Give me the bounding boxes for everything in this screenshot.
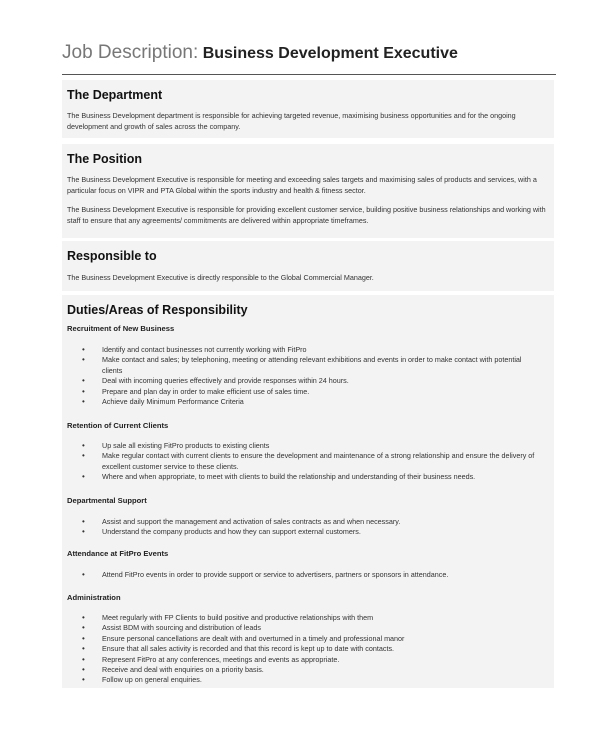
position-heading: The Position: [67, 152, 142, 166]
department-text: The Business Development department is responsible for achieving targeted revenue, maximising business opportunities and for the ongoing development and growth of sales across the company.: [67, 111, 516, 131]
list-item: • Follow up on general enquiries.: [82, 675, 542, 685]
responsible-heading: Responsible to: [67, 249, 157, 263]
list-item: • Make contact and sales; by telephoning, meeting or attending relevant exhibitions and events in order to make contact with potential clients: [82, 355, 542, 376]
title-lead: Job Description:: [62, 42, 199, 63]
bullet-list: [82, 345, 542, 407]
list-item: • Assist BDM with sourcing and distribution of leads: [82, 623, 542, 633]
group-title: Recruitment of New Business: [67, 324, 175, 333]
section-position: [62, 144, 554, 238]
list-item: • Understand the company products and how they can support external customers.: [82, 527, 542, 537]
department-heading: The Department: [67, 88, 163, 102]
list-item: • Ensure personal cancellations are dealt with and overturned in a timely and professional manor: [82, 634, 542, 644]
list-item: • Attend FitPro events in order to provide support or service to advertisers, partners or sponsors in attendance.: [82, 570, 542, 580]
page-title: [62, 42, 556, 75]
bullet-list: [82, 570, 542, 580]
duties-heading: Duties/Areas of Responsibility: [67, 303, 248, 317]
list-item: • Represent FitPro at any conferences, meetings and events as appropriate.: [82, 655, 542, 665]
bullet-list: [82, 613, 542, 686]
responsible-text: The Business Development Executive is directly responsible to the Global Commercial Manager.: [67, 273, 374, 282]
list-item: • Assist and support the management and activation of sales contracts as and when necessary.: [82, 517, 542, 527]
title-main: Business Development Executive: [202, 45, 458, 62]
section-responsible: [62, 241, 554, 291]
group-title: Departmental Support: [67, 496, 147, 505]
position-text-1: The Business Development Executive is responsible for meeting and exceeding sales targets and maximising sales of products and services, with a particular focus on VIPR and PTA Global within the sports industry and health & fitness sector.: [67, 175, 537, 195]
list-item: • Ensure that all sales activity is recorded and that this record is kept up to date with contacts.: [82, 644, 542, 654]
position-text-2: The Business Development Executive is responsible for providing excellent customer service, building positive business relationships and working with staff to ensure that any agreements/ commitments are delivered within appropriate timeframes.: [67, 205, 546, 225]
bullet-list: [82, 517, 542, 538]
list-item: • Make regular contact with current clients to ensure the development and maintenance of a strong relationship and ensure the delivery of excellent customer service to these clients.: [82, 451, 542, 472]
group-title: Administration: [67, 593, 121, 602]
list-item: • Where and when appropriate, to meet with clients to build the relationship and understanding of their business needs.: [82, 472, 542, 482]
list-item: • Deal with incoming queries effectively and provide responses within 24 hours.: [82, 376, 542, 386]
section-department: [62, 80, 554, 138]
list-item: • Achieve daily Minimum Performance Criteria: [82, 397, 542, 407]
list-item: • Up sale all existing FitPro products to existing clients: [82, 441, 542, 451]
list-item: • Prepare and plan day in order to make efficient use of sales time.: [82, 387, 542, 397]
list-item: • Receive and deal with enquiries on a priority basis.: [82, 665, 542, 675]
section-duties: [62, 295, 554, 688]
list-item: • Meet regularly with FP Clients to build positive and productive relationships with them: [82, 613, 542, 623]
list-item: • Identify and contact businesses not currently working with FitPro: [82, 345, 542, 355]
bullet-list: [82, 441, 542, 483]
group-title: Attendance at FitPro Events: [67, 549, 169, 558]
group-title: Retention of Current Clients: [67, 421, 169, 430]
